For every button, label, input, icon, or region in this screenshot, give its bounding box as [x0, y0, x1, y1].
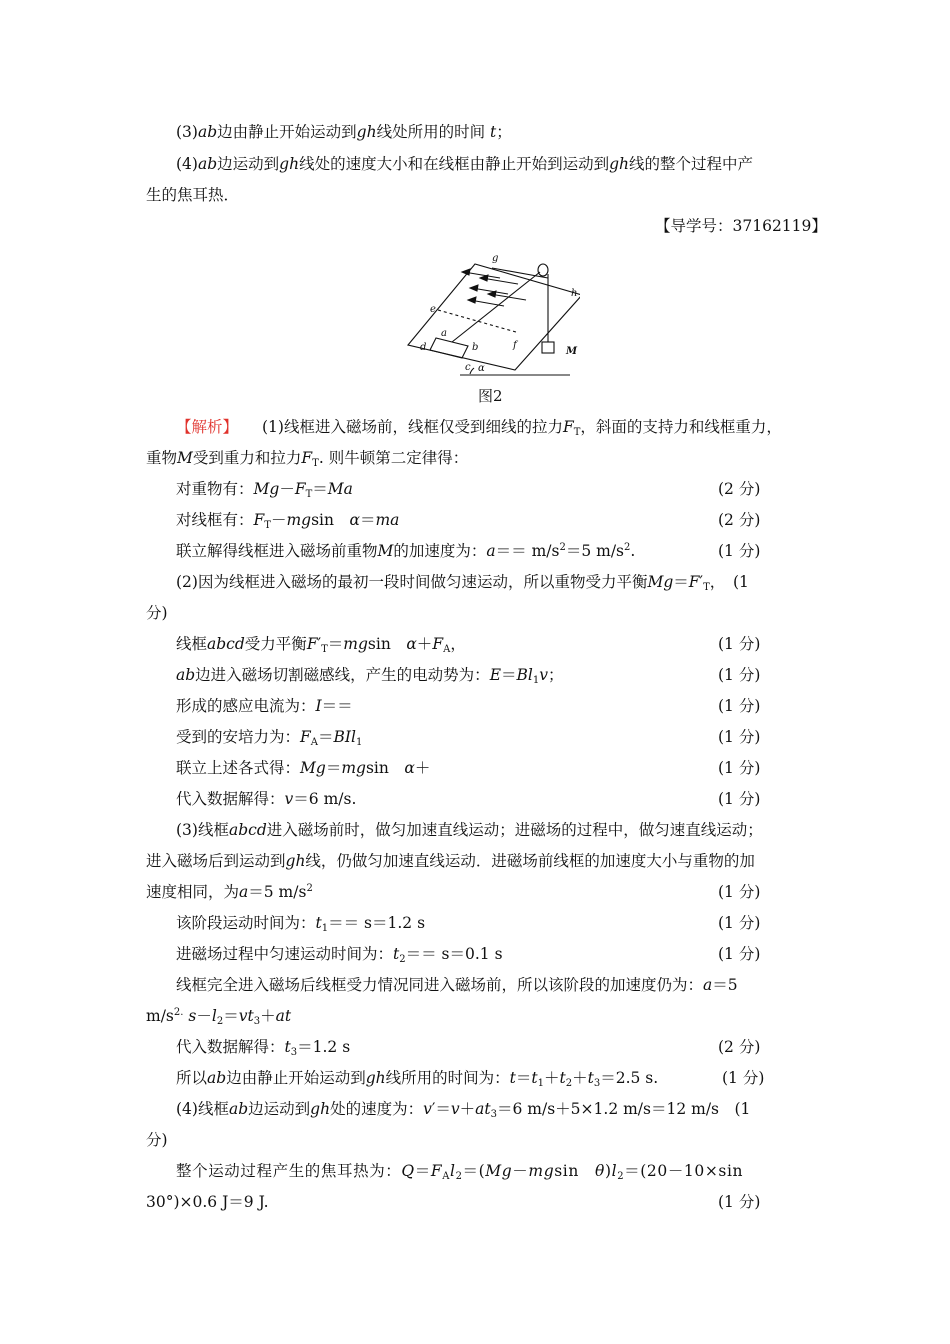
label-b: b: [472, 342, 479, 353]
equation-6: 形成的感应电流为：I＝＝ (1 分): [0, 693, 950, 719]
score: (1 分): [718, 1193, 761, 1211]
score: (1 分): [718, 697, 761, 715]
question-4: (4)ab边运动到gh线处的速度大小和在线框由静止开始到运动到gh线的整个过程中产: [176, 155, 753, 173]
equation-9: 代入数据解得：v＝6 m/s. (1 分): [0, 786, 950, 812]
equation-5: ab边进入磁场切割磁感线，产生的电动势为：$E=Bl_1v$； (1 分): [0, 662, 950, 688]
solution-tag: 【解析】: [176, 418, 239, 436]
string: [452, 272, 540, 342]
score: (2 分): [718, 511, 761, 529]
solution-p4-line1: 线框完全进入磁场后线框受力情况同进入磁场前，所以该阶段的加速度仍为：a＝5: [176, 976, 738, 994]
pulley: [538, 264, 548, 276]
score: (1 分): [718, 542, 761, 560]
solution-p1-line1: 【解析】 (1)线框进入磁场前，线框仅受到细线的拉力$F_T$，斜面的支持力和线框重力，: [0, 414, 950, 440]
equation-13: 所以ab边由静止开始运动到gh线所用的时间为：$t=t_1+t_2+t_3=2.5$ s. (1 分): [0, 1065, 950, 1091]
solution-p2-line1: (2)因为线框进入磁场的最初一段时间做匀速运动，所以重物受力平衡$Mg=F'_T$， (1: [176, 573, 749, 593]
score: (1 分): [718, 790, 761, 808]
solution-p6-line2: 30°)×0.6 J＝9 J. (1 分): [0, 1189, 950, 1215]
solution-p1-line2: 重物M受到重力和拉力$F_T$. 则牛顿第二定律得：: [146, 449, 469, 469]
equation-2: 对线框有：$F_T-mgsin$ α＝ma (2 分): [0, 507, 950, 533]
solution-p6-line1: 整个运动过程产生的焦耳热为：$Q=F_Al_2=(Mg-mgsin$ $\theta)l_2=(20-10\times\sin$: [176, 1162, 744, 1182]
boundary-ef: [438, 310, 516, 332]
reference-number: 【导学号：37162119】: [655, 217, 827, 235]
solution-p3-line3: 速度相同，为a＝5 $m/s^2$ (1 分): [0, 879, 950, 905]
score: (1 分): [718, 914, 761, 932]
equation-11: 进磁场过程中匀速运动时间为：$t_2== s=0.1$ s (1 分): [0, 941, 950, 967]
label-h: h: [571, 288, 578, 299]
score: (1 分): [718, 666, 761, 684]
label-c: c: [465, 362, 471, 373]
equation-7: 受到的安培力为：$F_A=BIl_1$ (1 分): [0, 724, 950, 750]
equation-12: 代入数据解得：$t_3=1.2$ s (2 分): [0, 1034, 950, 1060]
score: (1 分): [722, 1069, 765, 1087]
solution-p3-line1: (3)线框abcd进入磁场前时，做匀加速直线运动；进磁场的过程中，做匀速直线运动；: [176, 821, 763, 839]
label-alpha: α: [478, 363, 485, 374]
label-M: M: [566, 346, 578, 357]
solution-p5-line2: 分): [146, 1131, 168, 1149]
label-f: f: [513, 340, 517, 351]
solution-p2-line2: 分): [146, 604, 168, 622]
solution-p5-line1: (4)线框ab边运动到gh处的速度为：$v'=v+at_3=6$ m/s＋5×1.2 m/s＝12 m/s (1: [176, 1100, 751, 1120]
field-arrows: [462, 269, 526, 306]
equation-10: 该阶段运动时间为：$t_1== s=1.2$ s (1 分): [0, 910, 950, 936]
equation-3: 联立解得线框进入磁场前重物M的加速度为：$a== m/s^2=5$ $m/s^2$. (1 分): [0, 538, 950, 564]
figure-caption: 图2: [478, 387, 503, 405]
score: (1 分): [718, 728, 761, 746]
equation-8: 联立上述各式得：Mg＝mgsin α＋ (1 分): [0, 755, 950, 781]
coil-frame: [430, 338, 468, 358]
solution-p3-line2: 进入磁场后到运动到gh线，仍做匀加速直线运动．进磁场前线框的加速度大小与重物的加: [146, 852, 755, 870]
question-4-continued: 生的焦耳热．: [146, 186, 240, 204]
label-d: d: [420, 342, 427, 353]
equation-1: 对重物有：$Mg-F_T=Ma$ (2 分): [0, 476, 950, 502]
label-e: e: [430, 304, 436, 315]
label-a: a: [441, 328, 447, 339]
label-g: g: [492, 253, 499, 264]
mass-block: [542, 342, 554, 353]
score: (1 分): [718, 883, 761, 901]
equation-4: 线框abcd受力平衡$F'_T=mgsin$ $\alpha+F_A$， (1 分): [0, 631, 950, 657]
score: (2 分): [718, 480, 761, 498]
score: (2 分): [718, 1038, 761, 1056]
score: (1 分): [718, 759, 761, 777]
question-3: (3)ab边由静止开始运动到gh线处所用的时间 t；: [176, 123, 512, 141]
solution-p4-line2: $m/s^{2.}$ $s-l_2=vt_3+at$: [146, 1007, 292, 1027]
score: (1 分): [718, 635, 761, 653]
incline-diagram: [400, 250, 580, 382]
score: (1 分): [718, 945, 761, 963]
